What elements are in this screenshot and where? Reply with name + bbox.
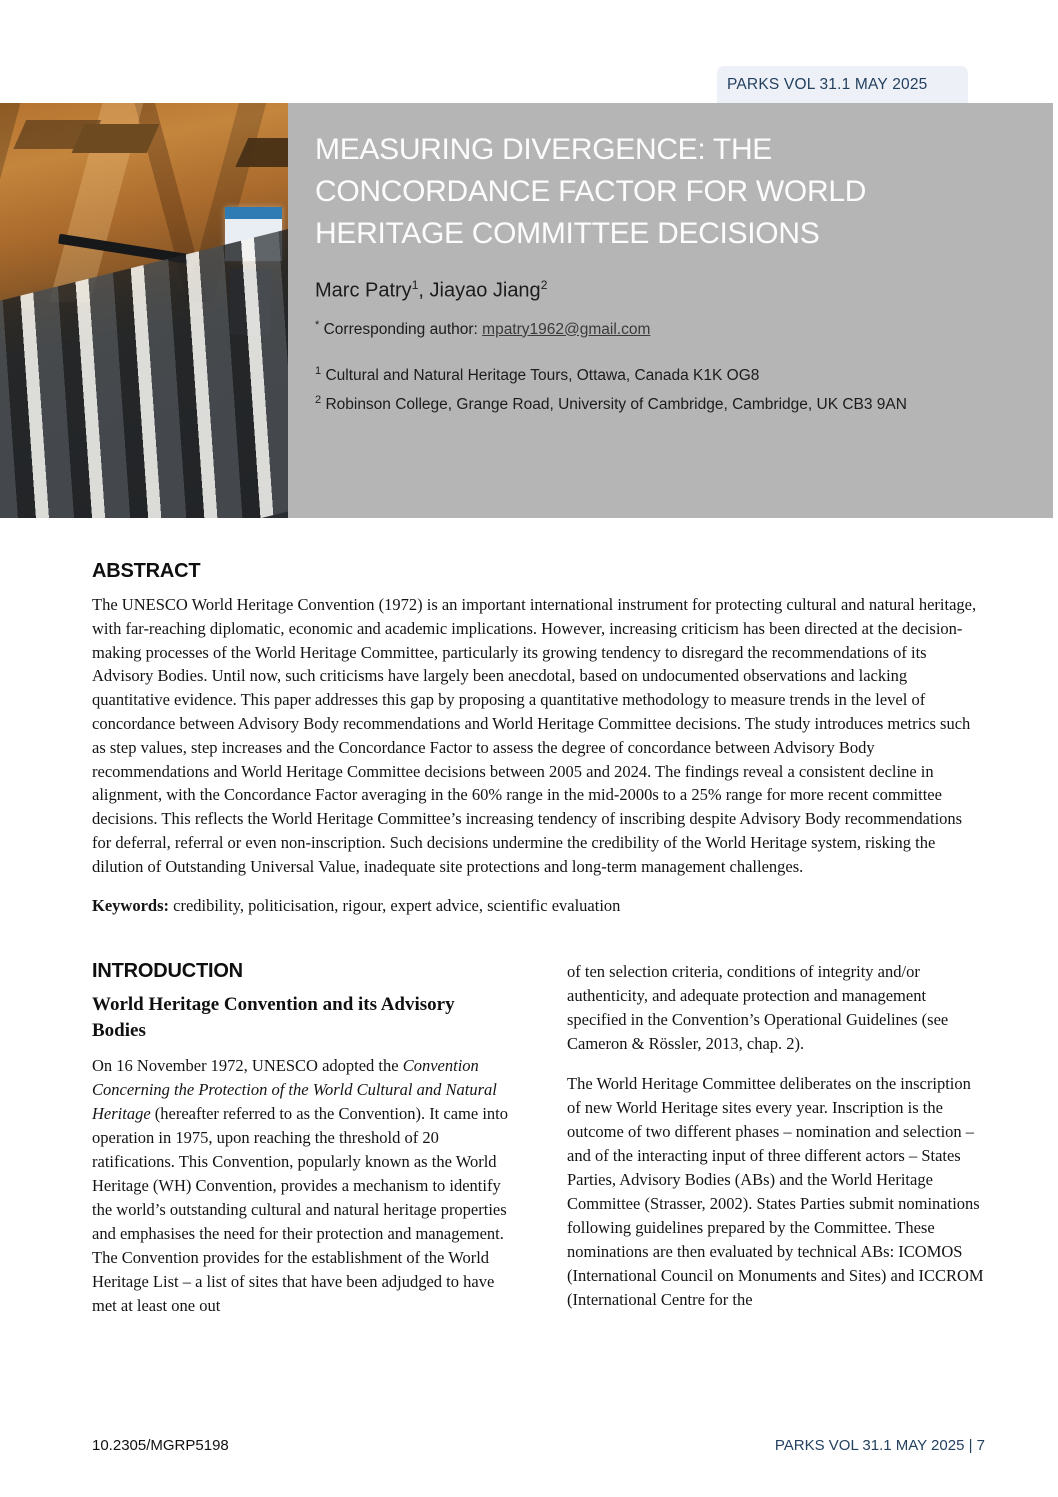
affiliation-2 (315, 388, 1013, 417)
affiliation-1 (315, 359, 1013, 388)
affiliation-1-superscript: 1 (315, 364, 322, 377)
right-column-paragraph-2: The World Heritage Committee deliberates on the inscription of new World Heritage sites every year. Inscription is the outcome of two different phases – nomination and selection – and of the interacting input of three different actors – States Parties, Advisory Bodies (ABs) and the World Heritage Committee (Strasser, 2002). States Parties submit nominations following guidelines prepared by the Committee. These nominations are then evaluated by technical ABs: ICOMOS (International Council on Monuments and Sites) and ICCROM (International Centre for the (567, 1073, 984, 1309)
paragraph-1-text-before: On 16 November 1972, UNESCO adopted the (92, 1055, 403, 1075)
author-2-superscript: 2 (540, 278, 548, 292)
affiliations-block (315, 359, 1013, 417)
author-line (315, 278, 1013, 303)
left-column (92, 960, 510, 1334)
introduction-heading: INTRODUCTION (92, 959, 243, 982)
right-column-paragraph-1: of ten selection criteria, conditions of integrity and/or authenticity, and adequate protection and management specified in the Convention’s Operational Guidelines (see Cameron & Rössler, 2013, chap. 2). (567, 961, 949, 1053)
photo-wall-openings (71, 124, 159, 153)
title-banner (0, 103, 1053, 518)
conference-photo (0, 103, 288, 518)
affiliation-2-superscript: 2 (315, 393, 322, 406)
keywords-text: credibility, politicisation, rigour, expert advice, scientific evaluation (173, 895, 621, 915)
corresponding-asterisk: * (315, 318, 320, 331)
abstract-text: The UNESCO World Heritage Convention (1972) is an important international instrument for protecting cultural and natural heritage, with far-reaching diplomatic, economic and academic implications. However, increasing criticism has been directed at the decision-making processes of the World Heritage Committee, particularly its growing tendency to disregard the recommendations of its Advisory Bodies. Until now, such criticisms have largely been anecdotal, based on undocumented observations and lacking quantitative evidence. This paper addresses this gap by proposing a quantitative methodology to measure trends in the level of concordance between Advisory Body recommendations and World Heritage Committee decisions. The study introduces metrics such as step values, step increases and the Concordance Factor to assess the degree of concordance between Advisory Body recommendations and World Heritage Committee decisions between 2005 and 2024. The findings reveal a consistent decline in alignment, with the Concordance Factor averaging in the 60% range in the mid-2000s to a 25% range for more recent committee decisions. This reflects the World Heritage Committee’s increasing tendency of inscribing despite Advisory Body recommendations for deferral, referral or even non-inscription. Such decisions undermine the credibility of the World Heritage system, risking the dilution of Outstanding Universal Value, inadequate site protections and long-term management challenges. (92, 595, 977, 876)
corresponding-author-line (315, 319, 1013, 339)
article-title: MEASURING DIVERGENCE: THE CONCORDANCE FACTOR FOR WORLD HERITAGE COMMITTEE DECISIONS (315, 133, 867, 250)
author-2: Jiayao Jiang (429, 279, 541, 302)
introduction-subheading: World Heritage Convention and its Advisory Bodies (92, 993, 455, 1041)
author-1-superscript: 1 (411, 278, 419, 292)
affiliation-2-text: Robinson College, Grange Road, University of Cambridge, Cambridge, UK CB3 9AN (325, 396, 907, 414)
page-footer (92, 1437, 985, 1454)
keywords-line (92, 896, 985, 916)
abstract-heading: ABSTRACT (92, 560, 201, 582)
convention-title-italic: Convention Concerning the Protection of the World Cultural and Natural Heritage (92, 1055, 497, 1123)
journal-issue-badge-label: PARKS VOL 31.1 MAY 2025 (727, 75, 928, 93)
paragraph-1-text-after: (hereafter referred to as the Convention). It came into operation in 1975, upon reaching the threshold of 20 ratifications. This Convention, popularly known as the World Heritage (WH) Convention, provides a mechanism to identify the world’s outstanding cultural and natural heritage properties and emphasises the need for their protection and management. The Convention provides for the establishment of the World Heritage List – a list of sites that have been adjudged to have met at least one out (92, 1103, 508, 1315)
abstract-section (92, 560, 985, 916)
footer-issue-page-number: PARKS VOL 31.1 MAY 2025 | 7 (774, 1437, 985, 1454)
journal-issue-badge (717, 66, 968, 103)
keywords-label: Keywords: (92, 895, 169, 915)
author-1: Marc Patry (315, 279, 412, 302)
introduction-columns (92, 960, 985, 1334)
introduction-paragraph-1 (92, 1054, 510, 1318)
affiliation-1-text: Cultural and Natural Heritage Tours, Ottawa, Canada K1K OG8 (325, 366, 760, 384)
right-column (567, 960, 985, 1334)
banner-text-block (288, 103, 1053, 518)
corresponding-label: Corresponding author: (323, 320, 478, 338)
article-body (92, 518, 985, 1334)
doi-text: 10.2305/MGRP5198 (92, 1437, 229, 1454)
author-separator: , (418, 279, 430, 302)
corresponding-email-link[interactable]: mpatry1962@gmail.com (482, 320, 651, 338)
